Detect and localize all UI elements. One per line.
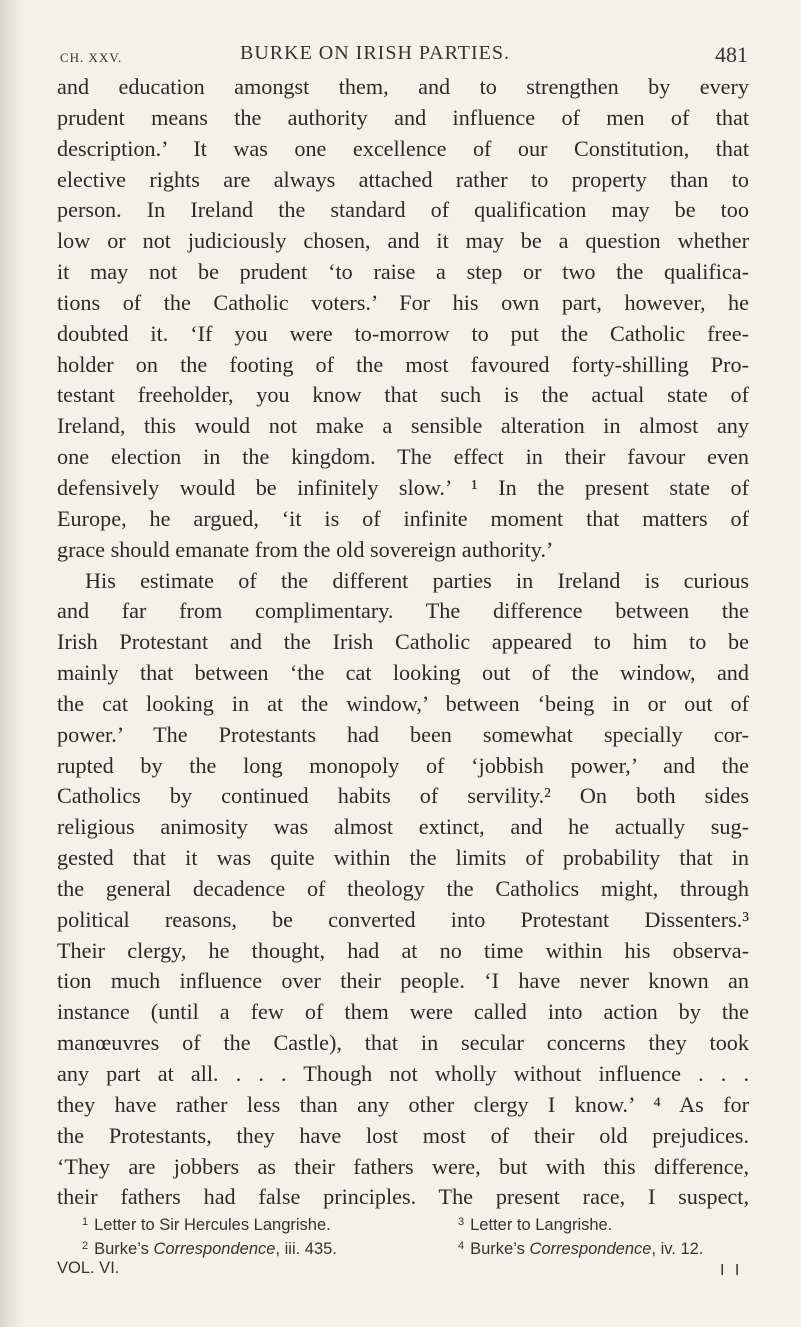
footnote-number: 1 — [82, 1216, 89, 1228]
text-line: description.’ It was one excellence of our Constitution, that — [57, 135, 749, 161]
footnote-number: 3 — [458, 1216, 465, 1228]
text-line: Catholics by continued habits of servility.² On both sides — [57, 783, 749, 809]
text-line: Ireland, this would not make a sensible alteration in almost any — [57, 413, 749, 439]
text-line: grace should emanate from the old sovereign authority.’ — [57, 536, 554, 562]
footnote-number: 4 — [458, 1240, 465, 1252]
text-line: person. In Ireland the standard of qualification may be too — [57, 197, 749, 223]
text-line: one election in the kingdom. The effect in their favour even — [57, 444, 749, 470]
text-line: mainly that between ‘the cat looking out of the window, and — [57, 660, 749, 686]
page-number: 481 — [715, 42, 748, 67]
footnote-2 — [82, 1234, 337, 1261]
volume-label: VOL. VI. — [57, 1259, 120, 1277]
footnote-4 — [458, 1234, 703, 1261]
footnote-text-post: , iii. 435. — [275, 1240, 337, 1258]
footnote-text: Letter to Langrishe. — [470, 1216, 613, 1234]
text-line: the cat looking in at the window,’ between ‘being in or out of — [57, 690, 749, 716]
running-title: BURKE ON IRISH PARTIES. — [240, 42, 510, 64]
body-text — [57, 72, 749, 1213]
text-line: His estimate of the different parties in Ireland is curious — [85, 567, 749, 593]
footnote-text-pre: Burke’s — [94, 1240, 154, 1258]
footnote-text: Letter to Sir Hercules Langrishe. — [94, 1216, 331, 1234]
chapter-marker: CH. XXV. — [60, 50, 123, 65]
volume-line — [57, 1259, 749, 1285]
footnote-row — [82, 1234, 748, 1258]
text-line: the Protestants, they have lost most of their old prejudices. — [57, 1122, 749, 1148]
text-line: elective rights are always attached rather to property than to — [57, 166, 749, 192]
signature-mark: I I — [720, 1262, 743, 1279]
footnote-row — [82, 1210, 748, 1234]
text-line: testant freeholder, you know that such is the actual state of — [57, 382, 749, 408]
text-line: and far from complimentary. The difference between the — [57, 598, 749, 624]
text-line: Their clergy, he thought, had at no time within his observa- — [57, 937, 749, 963]
text-line: ‘They are jobbers as their fathers were, but with this difference, — [57, 1153, 749, 1179]
footnote-text-italic: Correspondence — [153, 1240, 276, 1258]
text-line: Europe, he argued, ‘it is of infinite moment that matters of — [57, 505, 749, 531]
text-line: they have rather less than any other clergy I know.’ ⁴ As for — [57, 1091, 749, 1117]
footnote-1 — [82, 1210, 331, 1237]
text-line: holder on the footing of the most favoured forty-shilling Pro- — [57, 351, 749, 377]
text-line: defensively would be infinitely slow.’ ¹ In the present state of — [57, 474, 749, 500]
footnote-text-italic: Correspondence — [529, 1240, 652, 1258]
text-line: the general decadence of theology the Catholics might, through — [57, 875, 749, 901]
text-line: prudent means the authority and influence of men of that — [57, 104, 749, 130]
footnote-3 — [458, 1210, 612, 1237]
text-line: tion much influence over their people. ‘I have never known an — [57, 968, 749, 994]
text-line: religious animosity was almost extinct, and he actually sug- — [57, 814, 749, 840]
text-line: their fathers had false principles. The present race, I suspect, — [57, 1184, 749, 1210]
text-line: low or not judiciously chosen, and it may be a question whether — [57, 228, 749, 254]
footnote-text-post: , iv. 12. — [651, 1240, 704, 1258]
text-line: manœuvres of the Castle), that in secular concerns they took — [57, 1030, 749, 1056]
running-head — [58, 40, 748, 70]
text-line: Irish Protestant and the Irish Catholic appeared to him to be — [57, 629, 749, 655]
text-line: political reasons, be converted into Protestant Dissenters.³ — [57, 906, 749, 932]
text-line: it may not be prudent ‘to raise a step or two the qualifica- — [57, 259, 749, 285]
text-line: tions of the Catholic voters.’ For his own part, however, he — [57, 289, 749, 315]
text-line: doubted it. ‘If you were to-morrow to put the Catholic free- — [57, 320, 749, 346]
text-line: rupted by the long monopoly of ‘jobbish power,’ and the — [57, 752, 749, 778]
footnotes — [82, 1210, 748, 1258]
text-line: and education amongst them, and to strengthen by every — [57, 74, 749, 99]
text-line: power.’ The Protestants had been somewhat specially cor- — [57, 721, 749, 747]
text-line: any part at all. . . . Though not wholly without influence . . . — [57, 1061, 749, 1086]
footnote-text-pre: Burke’s — [470, 1240, 530, 1258]
text-line: instance (until a few of them were called into action by the — [57, 999, 749, 1025]
footnote-number: 2 — [82, 1240, 89, 1252]
text-line: gested that it was quite within the limits of probability that in — [57, 845, 749, 871]
